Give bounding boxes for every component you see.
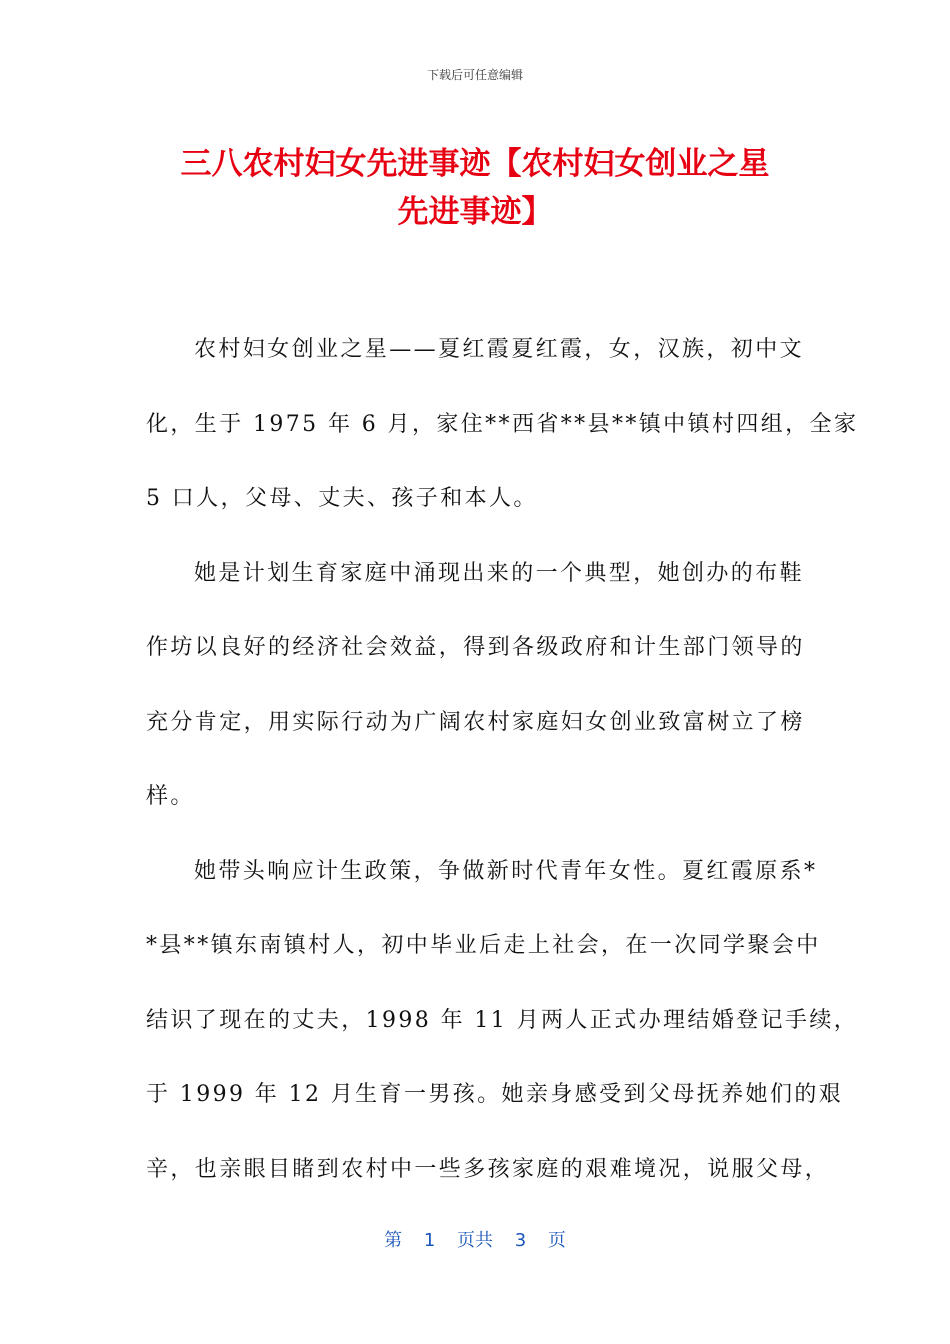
- paragraph-line: *县**镇东南镇村人，初中毕业后走上社会，在一次同学聚会中: [146, 933, 821, 958]
- paragraph-line: 辛，也亲眼目睹到农村中一些多孩家庭的艰难境况，说服父母，: [146, 1156, 830, 1182]
- paragraph-line: 农村妇女创业之星——夏红霞夏红霞，女，汉族，初中文: [194, 337, 805, 362]
- title-line-1: 三八农村妇女先进事迹【农村妇女创业之星: [180, 146, 770, 182]
- paragraph-line: 她带头响应计生政策，争做新时代青年女性。夏红霞原系*: [194, 858, 818, 884]
- paragraph-line: 她是计划生育家庭中涌现出来的一个典型，她创办的布鞋: [194, 560, 805, 586]
- header-note: 下载后可任意编辑: [426, 68, 523, 82]
- paragraph-line: 化，生于 1975 年 6 月，家住**西省**县**镇中镇村四组，全家: [146, 411, 859, 437]
- paragraph-2: [146, 537, 805, 835]
- paragraph-line: 结识了现在的丈夫，1998 年 11 月两人正式办理结婚登记手续，: [146, 1007, 859, 1033]
- paragraph-line: 充分肯定，用实际行动为广阔农村家庭妇女创业致富树立了榜: [146, 709, 805, 735]
- paragraph-line: 5 口人，父母、丈夫、孩子和本人。: [146, 486, 538, 511]
- document-body: [146, 313, 859, 1207]
- page-current: 1: [423, 1230, 436, 1251]
- document-title: [130, 140, 820, 236]
- paragraph-1: [146, 313, 859, 537]
- page-label-mid: 页共: [457, 1230, 493, 1251]
- paragraph-line: 作坊以良好的经济社会效益，得到各级政府和计生部门领导的: [146, 635, 805, 660]
- paragraph-line: 样。: [146, 784, 195, 809]
- paragraph-3: [146, 835, 859, 1208]
- title-line-2: 先进事迹】: [397, 194, 553, 230]
- page-label-prefix: 第: [384, 1230, 403, 1251]
- page-footer: [0, 1226, 950, 1252]
- page-label-suffix: 页: [547, 1230, 566, 1251]
- page-total: 3: [514, 1230, 527, 1251]
- paragraph-line: 于 1999 年 12 月生育一男孩。她亲身感受到父母抚养她们的艰: [146, 1082, 844, 1107]
